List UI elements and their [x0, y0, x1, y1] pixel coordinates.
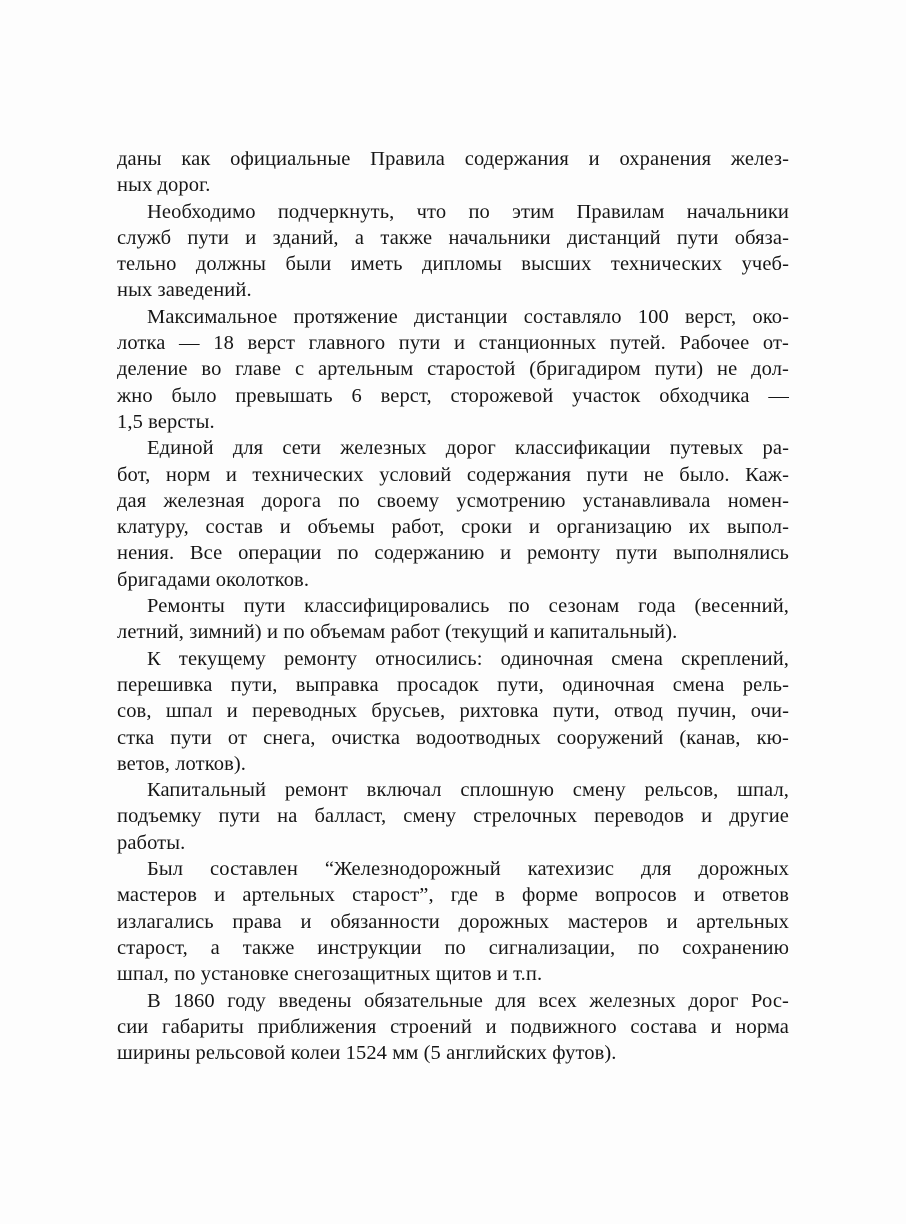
text-line: Необходимо подчеркнуть, что по этим Правилам начальники [147, 200, 789, 223]
page-text-block [117, 146, 789, 1066]
text-line: работы. [117, 831, 186, 854]
text-line: излагались права и обязанности дорожных мастеров и артельных [117, 910, 789, 933]
text-line: перешивка пути, выправка просадок пути, одиночная смена рель- [117, 673, 789, 696]
text-line: сов, шпал и переводных брусьев, рихтовка пути, отвод пучин, очи- [117, 700, 789, 723]
text-line: подъемку пути на балласт, смену стрелочных переводов и другие [117, 805, 789, 828]
text-line: 1,5 версты. [117, 410, 215, 433]
text-line: Ремонты пути классифицировались по сезонам года (весенний, [147, 595, 789, 618]
paragraph [117, 199, 789, 304]
text-line: служб пути и зданий, а также начальники дистанций пути обяза- [117, 226, 789, 249]
paragraph [117, 988, 789, 1067]
paragraph [117, 435, 789, 593]
paragraph [117, 856, 789, 987]
text-line: Капитальный ремонт включал сплошную смену рельсов, шпал, [147, 779, 789, 802]
text-line: даны как официальные Правила содержания и охранения желез- [117, 148, 789, 170]
text-line: Единой для сети железных дорог классификации путевых ра- [147, 437, 789, 460]
text-line: сии габариты приближения строений и подвижного состава и норма [117, 1015, 789, 1038]
text-line: ных дорог. [117, 174, 211, 197]
text-line: бригадами околотков. [117, 568, 310, 591]
text-line: ных заведений. [117, 279, 252, 302]
text-line: В 1860 году введены обязательные для всех железных дорог Рос- [147, 989, 789, 1012]
text-line: стка пути от снега, очистка водоотводных сооружений (канав, кю- [117, 726, 789, 749]
paragraph [117, 304, 789, 435]
text-line: ширины рельсовой колеи 1524 мм (5 английских футов). [117, 1042, 617, 1065]
text-line: ветов, лотков). [117, 752, 246, 775]
text-line: тельно должны были иметь дипломы высших технических учеб- [117, 253, 789, 276]
paragraph [117, 146, 789, 199]
text-line: летний, зимний) и по объемам работ (текущий и капитальный). [117, 621, 678, 644]
text-line: клатуру, состав и объемы работ, сроки и организацию их выпол- [117, 516, 789, 539]
text-line: шпал, по установке снегозащитных щитов и т.п. [117, 963, 543, 986]
text-line: жно было превышать 6 верст, сторожевой участок обходчика — [117, 384, 789, 407]
paragraph [117, 593, 789, 646]
text-line: деление во главе с артельным старостой (бригадиром пути) не дол- [117, 358, 789, 381]
text-line: лотка — 18 верст главного пути и станционных путей. Рабочее от- [117, 332, 789, 355]
text-line: К текущему ремонту относились: одиночная смена скреплений, [147, 647, 789, 670]
text-line: дая железная дорога по своему усмотрению устанавливала номен- [117, 489, 789, 512]
text-line: Максимальное протяжение дистанции составляло 100 верст, око- [147, 305, 789, 328]
paragraph [117, 646, 789, 777]
paragraph [117, 777, 789, 856]
text-line: Был составлен “Железнодорожный катехизис для дорожных [147, 858, 789, 881]
text-line: бот, норм и технических условий содержания пути не было. Каж- [117, 463, 789, 486]
text-line: нения. Все операции по содержанию и ремонту пути выполнялись [117, 542, 789, 565]
text-line: старост, а также инструкции по сигнализации, по сохранению [117, 936, 789, 959]
text-line: мастеров и артельных старост”, где в форме вопросов и ответов [117, 884, 789, 907]
